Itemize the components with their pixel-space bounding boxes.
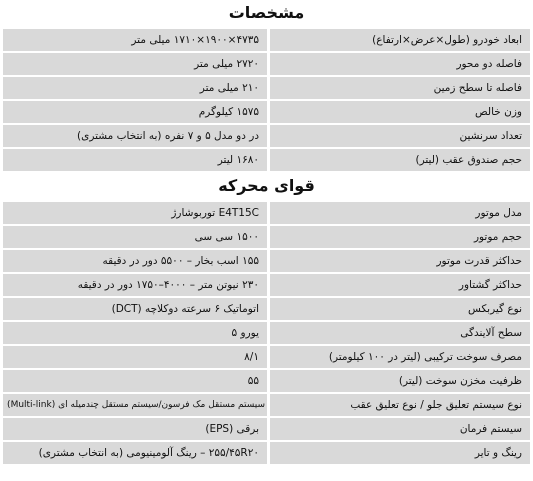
- spec-label: نوع سیستم تعلیق جلو / نوع تعلیق عقب: [270, 394, 530, 416]
- spec-row: [3, 322, 530, 344]
- spec-label: حجم صندوق عقب (لیتر): [270, 149, 530, 171]
- spec-value: سیستم مستقل مک فرسون/سیستم مستقل چندمیله ای (Multi-link): [3, 394, 267, 416]
- spec-row: [3, 29, 530, 51]
- spec-label: سطح آلایندگی: [270, 322, 530, 344]
- spec-value: یورو ۵: [3, 322, 267, 344]
- spec-label: ظرفیت مخزن سوخت (لیتر): [270, 370, 530, 392]
- spec-label: تعداد سرنشین: [270, 125, 530, 147]
- spec-value: E4T15C توربوشارژ: [3, 202, 267, 224]
- spec-row: [3, 77, 530, 99]
- spec-value: ۴۷۳۵×۱۹۰۰×۱۷۱۰ میلی متر: [3, 29, 267, 51]
- spec-row: [3, 125, 530, 147]
- spec-value: ۲۷۲۰ میلی متر: [3, 53, 267, 75]
- spec-value: ۲۵۵/۴۵R۲۰ – رینگ آلومینیومی (به انتخاب مشتری): [3, 442, 267, 464]
- spec-row: [3, 250, 530, 272]
- spec-value: ۱۶۸۰ لیتر: [3, 149, 267, 171]
- spec-row: [3, 298, 530, 320]
- spec-value: در دو مدل ۵ و ۷ نفره (به انتخاب مشتری): [3, 125, 267, 147]
- spec-label: فاصله تا سطح زمین: [270, 77, 530, 99]
- spec-value: ۱۵۵ اسب بخار – ۵۵۰۰ دور در دقیقه: [3, 250, 267, 272]
- spec-row: [3, 226, 530, 248]
- spec-label: مصرف سوخت ترکیبی (لیتر در ۱۰۰ کیلومتر): [270, 346, 530, 368]
- spec-value: ۱۵۰۰ سی سی: [3, 226, 267, 248]
- spec-value: ۸/۱: [3, 346, 267, 368]
- spec-label: رینگ و تایر: [270, 442, 530, 464]
- spec-value: برقی (EPS): [3, 418, 267, 440]
- spec-row: [3, 274, 530, 296]
- spec-label: نوع گیربکس: [270, 298, 530, 320]
- spec-row: [3, 202, 530, 224]
- spec-row: [3, 101, 530, 123]
- spec-row: [3, 418, 530, 440]
- spec-label: حجم موتور: [270, 226, 530, 248]
- section-title-powertrain: قوای محرکه: [218, 176, 315, 195]
- spec-value: اتوماتیک ۶ سرعته دوکلاچه (DCT): [3, 298, 267, 320]
- spec-label: حداکثر گشتاور: [270, 274, 530, 296]
- spec-value: ۱۵۷۵ کیلوگرم: [3, 101, 267, 123]
- spec-row: [3, 346, 530, 368]
- section-title-specs: مشخصات: [228, 3, 305, 22]
- spec-row: [3, 370, 530, 392]
- spec-value: ۲۳۰ نیوتن متر – ۴۰۰۰–۱۷۵۰ دور در دقیقه: [3, 274, 267, 296]
- spec-row: [3, 149, 530, 171]
- spec-label: سیستم فرمان: [270, 418, 530, 440]
- spec-value: ۲۱۰ میلی متر: [3, 77, 267, 99]
- spec-label: مدل موتور: [270, 202, 530, 224]
- spec-row: [3, 394, 530, 416]
- spec-label: ابعاد خودرو (طول×عرض×ارتفاع): [270, 29, 530, 51]
- spec-label: وزن خالص: [270, 101, 530, 123]
- spec-row: [3, 442, 530, 464]
- spec-row: [3, 53, 530, 75]
- spec-label: حداکثر قدرت موتور: [270, 250, 530, 272]
- spec-value: ۵۵: [3, 370, 267, 392]
- spec-label: فاصله دو محور: [270, 53, 530, 75]
